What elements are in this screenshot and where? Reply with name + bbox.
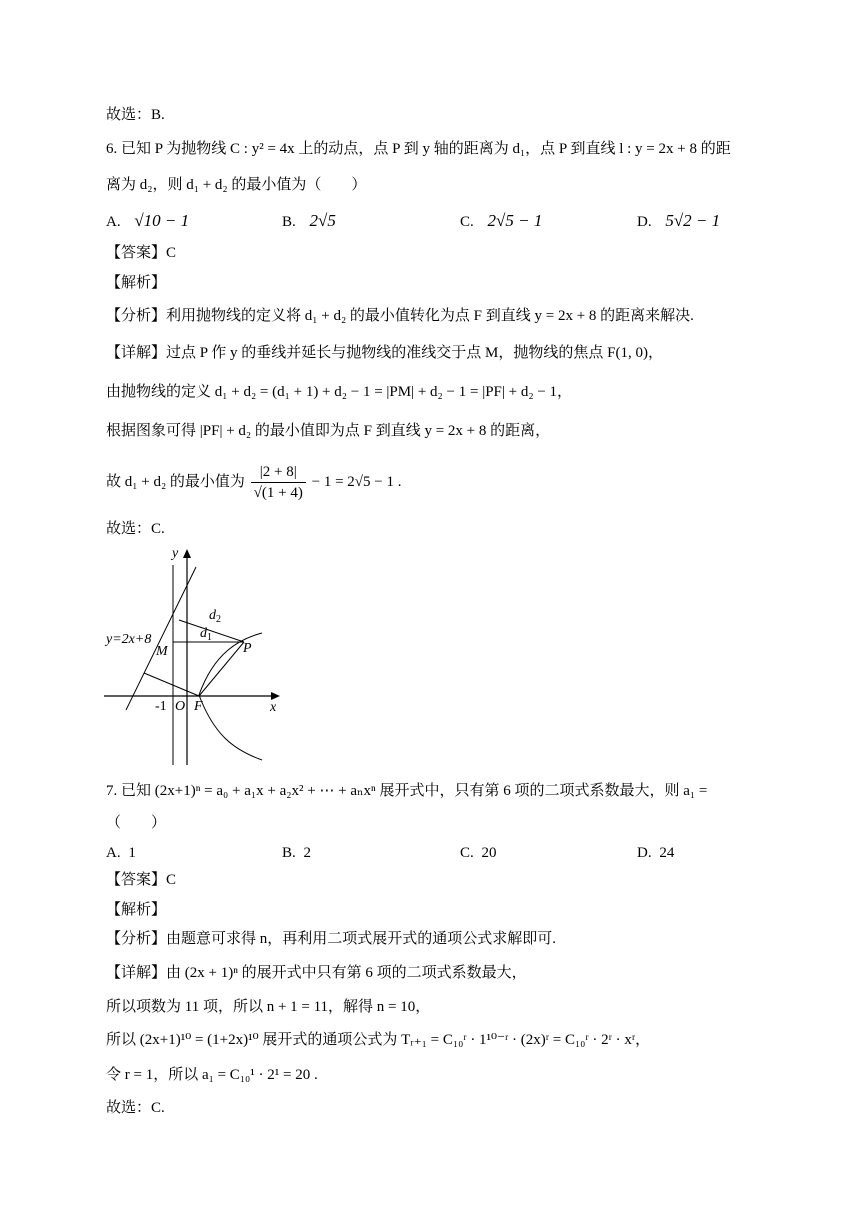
option-label: A. [106, 845, 121, 861]
distance-fraction [251, 462, 306, 503]
q6-fenxi: 【分析】利用抛物线的定义将 d₁ + d₂ 的最小值转化为点 F 到直线 y = 2x + 8 的距离来解决. [106, 308, 694, 324]
option-text: 20 [481, 845, 497, 861]
q7-option-c [460, 842, 497, 864]
q6-option-d [637, 210, 720, 233]
q7-line-r: 令 r = 1，所以 a₁ = C₁₀¹ · 2¹ = 20 . [106, 1067, 318, 1083]
segment-f-to-l [144, 673, 199, 696]
neg-one-label: -1 [155, 699, 167, 714]
prev-answer: 故选：B. [106, 107, 165, 123]
option-label: B. [282, 845, 296, 861]
line-label: y=2x+8 [106, 632, 152, 647]
q7-choose: 故选：C. [106, 1100, 165, 1116]
q6-line-definition: 由抛物线的定义 d₁ + d₂ = (d₁ + 1) + d₂ − 1 = |PM| + d₂ − 1 = |PF| + d₂ − 1， [106, 384, 573, 400]
q6-option-c [460, 210, 542, 233]
q7-line-n: 所以项数为 11 项，所以 n + 1 = 11，解得 n = 10， [106, 999, 431, 1015]
q6-line-minimum [106, 458, 401, 506]
q6-option-a [106, 210, 189, 233]
q7-stem-line2: （ ） [106, 815, 167, 831]
q7-option-a [106, 842, 136, 864]
d1-label: $d_1$ [200, 626, 212, 643]
y-axis-label: y [172, 546, 179, 561]
min-suffix: − 1 = 2√5 − 1 . [311, 474, 402, 490]
q6-analysis-tag: 【解析】 [106, 275, 167, 291]
q7-answer: 【答案】C [106, 872, 177, 888]
option-label: D. [637, 845, 652, 861]
x-axis-label: x [270, 700, 277, 715]
q7-option-b [282, 842, 311, 864]
x-axis-arrow [271, 692, 280, 700]
q6-choose: 故选：C. [106, 521, 165, 537]
option-label: A. [106, 214, 121, 230]
q7-fenxi: 【分析】由题意可求得 n，再利用二项式展开式的通项公式求解即可. [106, 931, 557, 947]
segment-pf [199, 642, 244, 696]
option-text: 2√5 − 1 [487, 211, 543, 230]
option-text: √10 − 1 [134, 211, 190, 230]
q7-line-general-term: 所以 (2x+1)¹⁰ = (1+2x)¹⁰ 展开式的通项公式为 Tᵣ₊₁ = C₁₀ʳ · 1¹⁰⁻ʳ · (2x)ʳ = C₁₀ʳ · 2ʳ · xʳ， [106, 1032, 651, 1048]
point-m-label: M [156, 644, 168, 659]
option-text: 24 [659, 845, 675, 861]
q6-option-b [282, 210, 336, 233]
y-axis-arrow [183, 549, 191, 558]
q7-analysis-tag: 【解析】 [106, 902, 167, 918]
d2-label: $d_2$ [209, 608, 221, 625]
focus-label: F [194, 699, 203, 714]
option-label: B. [282, 214, 296, 230]
q6-stem-line1: 6. 已知 P 为抛物线 C : y² = 4x 上的动点，点 P 到 y 轴的距离为 d₁，点 P 到直线 l : y = 2x + 8 的距 [106, 141, 731, 157]
option-text: 2√5 [309, 211, 336, 230]
min-prefix: 故 d₁ + d₂ 的最小值为 [106, 474, 245, 490]
option-text: 2 [303, 845, 312, 861]
point-p-label: P [243, 641, 252, 656]
fraction-denominator: √(1 + 4) [253, 485, 303, 502]
q6-answer: 【答案】C [106, 245, 177, 261]
option-label: C. [460, 214, 474, 230]
origin-label: O [175, 699, 186, 714]
q7-xiangjie: 【详解】由 (2x + 1)ⁿ 的展开式中只有第 6 项的二项式系数最大， [106, 965, 527, 981]
parabola-figure [104, 545, 284, 770]
q7-stem-line1: 7. 已知 (2x+1)ⁿ = a₀ + a₁x + a₂x² + ⋯ + aₙxⁿ 展开式中，只有第 6 项的二项式系数最大，则 a₁ = [106, 783, 708, 799]
q7-option-d [637, 842, 674, 864]
fraction-numerator: |2 + 8| [251, 462, 306, 483]
q6-stem-line2: 离为 d₂，则 d₁ + d₂ 的最小值为（ ） [106, 177, 367, 193]
option-text: 5√2 − 1 [665, 211, 721, 230]
q6-xiangjie: 【详解】过点 P 作 y 的垂线并延长与抛物线的准线交于点 M，抛物线的焦点 F(1, 0)， [106, 345, 663, 361]
option-label: D. [637, 214, 652, 230]
option-text: 1 [128, 845, 136, 861]
q6-line-graph: 根据图象可得 |PF| + d₂ 的最小值即为点 F 到直线 y = 2x + 8 的距离， [106, 423, 551, 439]
option-label: C. [460, 845, 474, 861]
